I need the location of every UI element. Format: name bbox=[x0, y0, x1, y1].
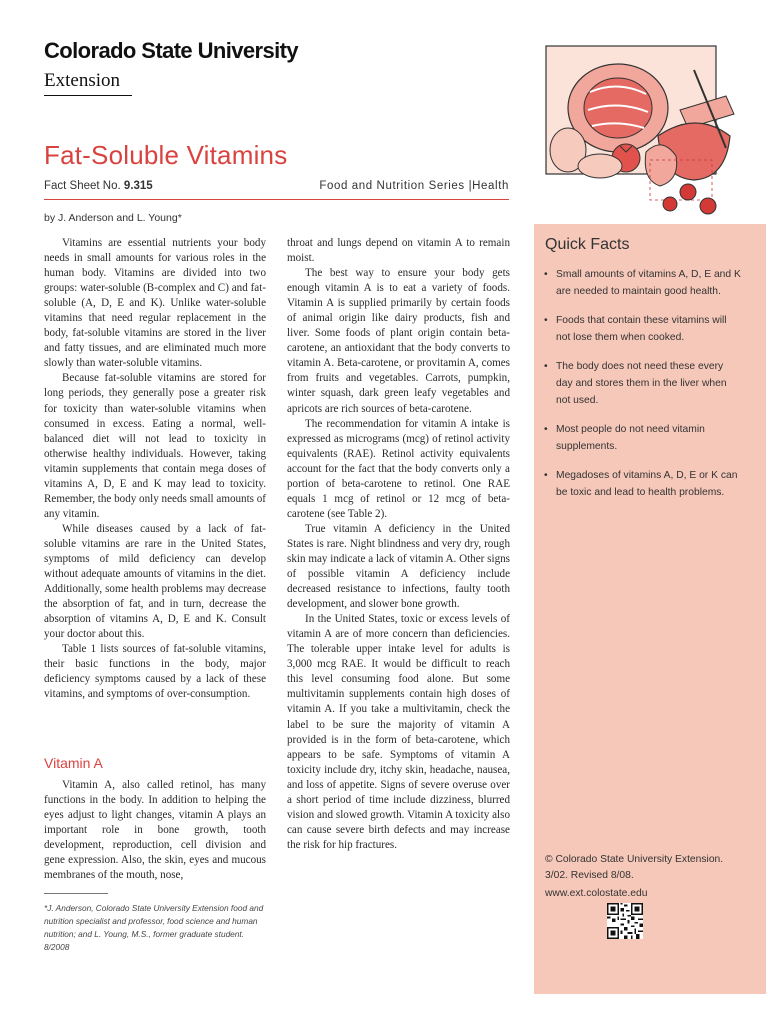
bullet-icon: • bbox=[544, 269, 548, 280]
byline: by J. Anderson and L. Young* bbox=[44, 212, 182, 224]
body-paragraph: In the United States, toxic or excess levels of vitamin A are of more concern than deficiencies. The tolerable upper intake level for adults is 3,000 mcg RAE. It would be difficult to reach this level consuming food alone. But some multivitamin supplements contain high doses of vitamin A. If you take a multivitamin, check the label to be sure the majority of vitamin A provided is in the form of beta-carotene, which appears to be safe. Symptoms of vitamin A toxicity include dry, itchy skin, headache, nausea, and loss of appetite. Signs of severe overuse over a short period of time include dizziness, blurred vision and slowed growth. Vitamin A toxicity also can cause severe birth defects and may increase the risk for hip fractures. bbox=[287, 613, 510, 851]
copyright-block bbox=[545, 852, 745, 902]
body-paragraph: True vitamin A deficiency in the United States is rare. Night blindness and very dry, rough skin may indicate a lack of vitamin A. Other signs of possible vitamin A deficiency include decreased resistance to infections, faulty tooth development, and slower bone growth. bbox=[287, 522, 510, 611]
quick-facts-title: Quick Facts bbox=[545, 236, 630, 253]
body-paragraph: Table 1 lists sources of fat-soluble vitamins, their basic functions in the body, major deficiency symptoms caused by a lack of these vitamins, and symptoms of over-consumption. bbox=[44, 643, 266, 701]
bullet-icon: • bbox=[544, 424, 548, 435]
quick-fact-text: Most people do not need vitamin supplements. bbox=[556, 424, 705, 452]
qr-code-icon[interactable] bbox=[607, 903, 643, 939]
body-paragraph: throat and lungs depend on vitamin A to remain moist. bbox=[287, 237, 510, 265]
bullet-icon: • bbox=[544, 315, 548, 326]
quick-fact-item bbox=[542, 312, 742, 346]
extension-url-link[interactable]: www.ext.colostate.edu bbox=[545, 888, 648, 899]
series-name: Food and Nutrition Series bbox=[319, 180, 465, 192]
quick-fact-item bbox=[542, 467, 742, 501]
bullet-icon: • bbox=[544, 470, 548, 481]
quick-fact-text: Megadoses of vitamins A, D, E or K can be toxic and lead to health problems. bbox=[556, 470, 738, 498]
fact-sheet-number bbox=[44, 180, 153, 192]
body-paragraph: The best way to ensure your body gets enough vitamin A is to eat a variety of foods. Vitamin A is supplied primarily by certain foods of animal origin like dairy products, fish and liver. Some foods of plant origin contain beta-carotene, an antioxidant that the body converts to vitamin A. Beta-carotene, or provitamin A, comes from fruits and vegetables. Carrots, pumpkin, winter squash, dark green leafy vegetables and apricots are rich sources of beta-carotene. bbox=[287, 267, 510, 415]
university-name: Colorado State University bbox=[44, 38, 298, 63]
page-title: Fat-Soluble Vitamins bbox=[44, 140, 288, 170]
fact-sheet-label: Fact Sheet No. bbox=[44, 180, 121, 192]
column-2 bbox=[287, 236, 510, 853]
footnote-rule bbox=[44, 893, 108, 894]
quick-fact-item bbox=[542, 358, 742, 409]
body-paragraph: Vitamin A, also called retinol, has many functions in the body. In addition to helping the eyes adjust to light changes, vitamin A plays an important role in bone growth, tooth development, reproduction, cell division and gene expression. Also, the skin, eyes and mucous membranes of the mouth, nose, bbox=[44, 779, 266, 882]
author-footnote: *J. Anderson, Colorado State University Extension food and nutrition specialist and professor, food science and human nutrition; and L. Young, M.S., former graduate student. 8/2008 bbox=[44, 903, 264, 952]
body-paragraph: Vitamins are essential nutrients your body needs in small amounts for various roles in the human body. Vitamins are divided into two groups: water-soluble (B-complex and C) and fat-soluble (A, D, E and K). Unlike water-soluble vitamins that need regular replacement in the body, fat-soluble vitamins are stored in the liver and fatty tissues, and are eliminated much more slowly than water-soluble vitamins. bbox=[44, 237, 266, 370]
quick-fact-text: The body does not need these every day and stores them in the liver when not used. bbox=[556, 361, 727, 406]
copyright-text: © Colorado State University Extension. 3/02. Revised 8/08. bbox=[545, 854, 724, 881]
vitamin-a-section bbox=[44, 778, 266, 883]
series-category: Health bbox=[472, 180, 509, 192]
title-rule bbox=[44, 199, 509, 200]
extension-underline bbox=[44, 95, 132, 96]
quick-fact-text: Small amounts of vitamins A, D, E and K are needed to maintain good health. bbox=[556, 269, 741, 297]
quick-fact-item bbox=[542, 421, 742, 455]
quick-facts-list bbox=[542, 266, 742, 513]
body-paragraph: Because fat-soluble vitamins are stored for long periods, they generally pose a greater risk for toxicity than water-soluble vitamins when consumed in excess. Eating a normal, well-balanced diet will not lead to toxicity in otherwise healthy individuals. However, taking vitamin supplements that contain mega doses of vitamins A, D, E and K may lead to toxicity. Remember, the body only needs small amounts of any vitamin. bbox=[44, 372, 267, 520]
food-illustration bbox=[530, 40, 752, 216]
series-separator: | bbox=[468, 180, 473, 192]
extension-logo-text: Extension bbox=[44, 70, 120, 91]
quick-fact-text: Foods that contain these vitamins will not lose them when cooked. bbox=[556, 315, 727, 343]
body-paragraph: While diseases caused by a lack of fat-soluble vitamins are rare in the United States, symptoms of mild deficiency can develop without adequate amounts of vitamins in the diet. Additionally, some health problems may decrease the absorption of fat, and in turn, decrease the absorption of vitamins A, D, E and K. Consult your doctor about this. bbox=[44, 522, 266, 641]
fact-sheet-value: 9.315 bbox=[123, 180, 153, 192]
quick-fact-item bbox=[542, 266, 742, 300]
series-label bbox=[319, 180, 509, 192]
vitamin-a-heading: Vitamin A bbox=[44, 755, 103, 771]
bullet-icon: • bbox=[544, 361, 548, 372]
body-paragraph: The recommendation for vitamin A intake is expressed as micrograms (mcg) of retinol activity equivalents (RAE). Retinol activity equivalents account for the fact that the body converts only a portion of beta-carotene to retinol. One RAE equals 1 mcg of retinol or 12 mcg of beta-carotene (see Table 2). bbox=[287, 417, 510, 520]
column-1 bbox=[44, 236, 266, 702]
